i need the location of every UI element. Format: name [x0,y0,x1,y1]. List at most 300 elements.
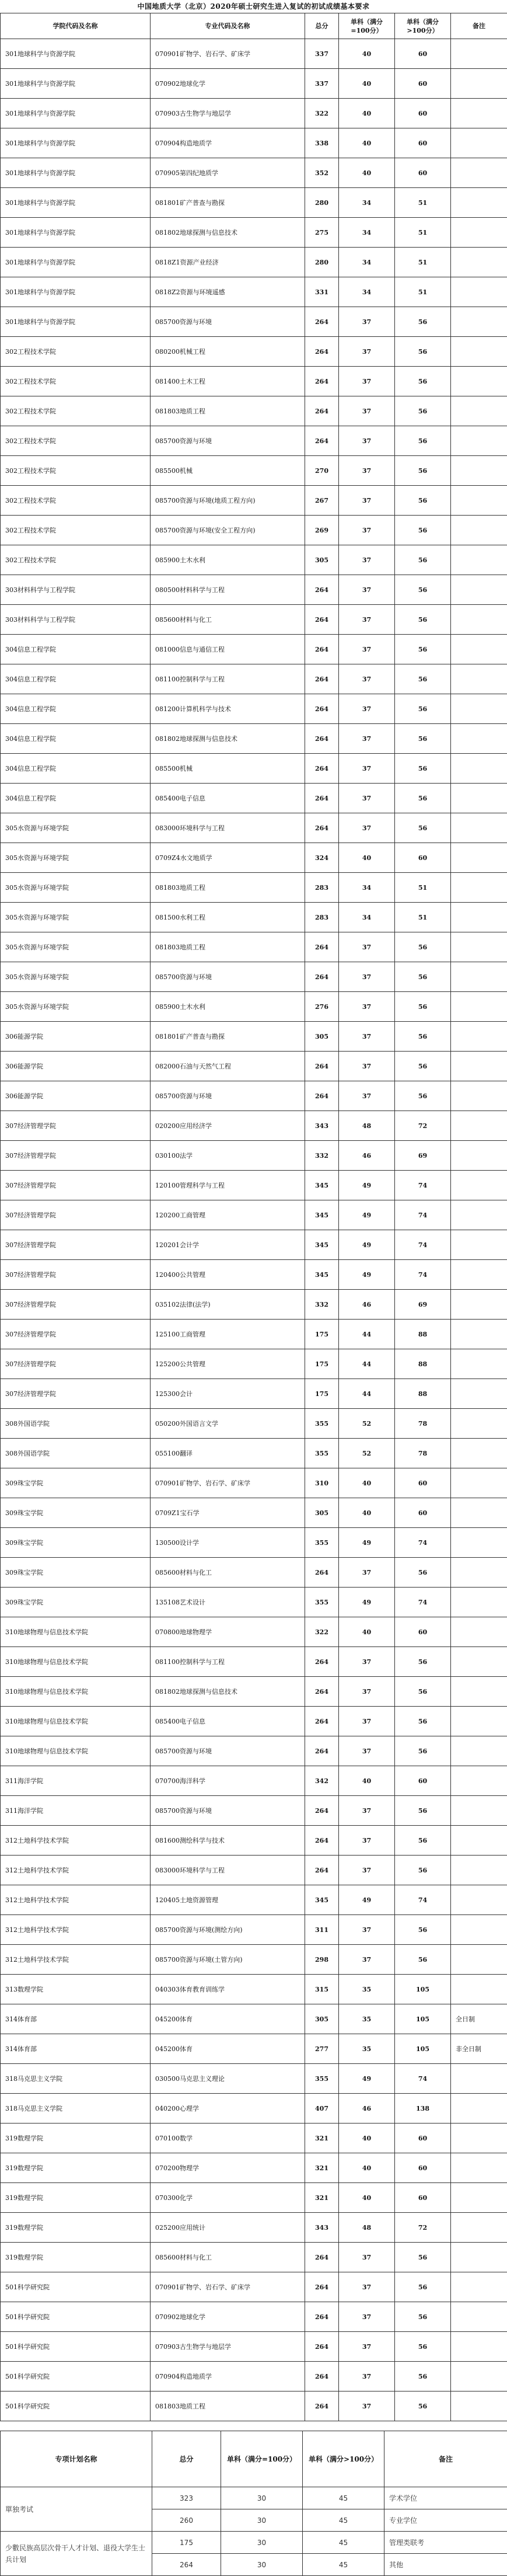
remark-cell [451,1647,507,1677]
remark-cell [451,1975,507,2004]
table-header-row [1,13,507,39]
special-table-body [1,2487,507,2576]
single-over100-cell: 74 [395,1528,451,1558]
remark-cell [451,605,507,635]
single-100-cell: 37 [339,1052,395,1081]
single-100-cell: 37 [339,486,395,516]
total-score-cell: 264 [305,635,339,664]
remark-cell [451,1558,507,1588]
single-100-cell: 34 [339,248,395,277]
single-100-cell: 37 [339,813,395,843]
college-cell: 307经济管理学院 [1,1349,151,1379]
total-score-cell: 332 [305,1141,339,1171]
score-table [0,13,507,2421]
remark-cell [451,1528,507,1558]
table-gap [0,2421,507,2431]
total-score-cell: 280 [305,248,339,277]
single-over100-cell: 56 [395,1677,451,1707]
single-100-cell: 37 [339,545,395,575]
table-row [1,69,507,99]
college-cell: 310地球物理与信息技术学院 [1,1707,151,1736]
table-row [1,158,507,188]
total-score-cell: 264 [305,1677,339,1707]
single-over100-cell: 56 [395,1052,451,1081]
single-over100-cell: 60 [395,2183,451,2213]
major-cell: 070901矿物学、岩石学、矿床学 [151,1468,305,1498]
single-over100-cell: 60 [395,39,451,69]
major-cell: 085700资源与环境(土管方向) [151,1945,305,1975]
special-remark-cell: 学术学位 [384,2487,507,2509]
table-row [1,1260,507,1290]
remark-cell [451,962,507,992]
special-header-single-over100: 单科（满分>100分） [303,2431,384,2487]
total-score-cell: 264 [305,575,339,605]
remark-cell [451,873,507,903]
table-row [1,1707,507,1736]
college-cell: 306能源学院 [1,1081,151,1111]
college-cell: 311海洋学院 [1,1766,151,1796]
table-row [1,1856,507,1885]
college-cell: 307经济管理学院 [1,1320,151,1349]
total-score-cell: 321 [305,2183,339,2213]
remark-cell [451,1707,507,1736]
single-over100-cell: 74 [395,2064,451,2094]
special-single-100-cell: 30 [221,2509,303,2532]
header-single-over100: 单科（满分>100分） [395,13,451,39]
single-over100-cell: 56 [395,754,451,784]
major-cell: 070904构造地质学 [151,2362,305,2391]
major-cell: 125100工商管理 [151,1320,305,1349]
college-cell: 305水资源与环境学院 [1,962,151,992]
single-100-cell: 49 [339,1260,395,1290]
major-cell: 0709Z4水文地质学 [151,843,305,873]
single-100-cell: 34 [339,873,395,903]
special-remark-cell: 其他 [384,2554,507,2576]
single-over100-cell: 56 [395,1945,451,1975]
major-cell: 085900土木水利 [151,992,305,1022]
remark-cell [451,932,507,962]
single-over100-cell: 60 [395,128,451,158]
college-cell: 312土地科学技术学院 [1,1885,151,1915]
total-score-cell: 337 [305,39,339,69]
single-100-cell: 37 [339,1945,395,1975]
remark-cell [451,1111,507,1141]
major-cell: 081100控制科学与工程 [151,1647,305,1677]
remark-cell [451,396,507,426]
college-cell: 310地球物理与信息技术学院 [1,1617,151,1647]
college-cell: 304信息工程学院 [1,694,151,724]
single-over100-cell: 56 [395,486,451,516]
single-over100-cell: 56 [395,2243,451,2272]
total-score-cell: 264 [305,605,339,635]
total-score-cell: 342 [305,1766,339,1796]
college-cell: 304信息工程学院 [1,724,151,754]
remark-cell [451,1856,507,1885]
remark-cell [451,2302,507,2332]
remark-cell [451,2213,507,2243]
total-score-cell: 264 [305,2243,339,2272]
total-score-cell: 264 [305,307,339,337]
table-row [1,873,507,903]
major-cell: 070100数学 [151,2124,305,2153]
single-100-cell: 37 [339,2391,395,2421]
remark-cell [451,2094,507,2124]
major-cell: 083000环境科学与工程 [151,813,305,843]
major-cell: 135108艺术设计 [151,1588,305,1617]
table-row [1,1766,507,1796]
single-over100-cell: 56 [395,307,451,337]
major-cell: 081803地质工程 [151,396,305,426]
table-row [1,1141,507,1171]
total-score-cell: 322 [305,1617,339,1647]
single-over100-cell: 56 [395,396,451,426]
total-score-cell: 324 [305,843,339,873]
college-cell: 501科学研究院 [1,2272,151,2302]
total-score-cell: 276 [305,992,339,1022]
major-cell: 081802地球探测与信息技术 [151,218,305,248]
single-100-cell: 37 [339,575,395,605]
remark-cell [451,1409,507,1439]
table-row [1,1885,507,1915]
table-row [1,1796,507,1826]
single-over100-cell: 56 [395,962,451,992]
single-100-cell: 37 [339,426,395,456]
special-total-cell: 323 [152,2487,221,2509]
total-score-cell: 321 [305,2153,339,2183]
major-cell: 070700海洋科学 [151,1766,305,1796]
single-over100-cell: 74 [395,1200,451,1230]
college-cell: 319数理学院 [1,2153,151,2183]
special-single-100-cell: 30 [221,2487,303,2509]
special-header-single-100: 单科（满分=100分） [221,2431,303,2487]
single-over100-cell: 51 [395,873,451,903]
special-header-name: 专项计划名称 [1,2431,152,2487]
major-cell: 120200工商管理 [151,1200,305,1230]
remark-cell [451,1320,507,1349]
single-100-cell: 37 [339,1856,395,1885]
single-100-cell: 40 [339,2153,395,2183]
major-cell: 082000石油与天然气工程 [151,1052,305,1081]
table-row [1,1349,507,1379]
single-100-cell: 40 [339,99,395,128]
table-row [1,694,507,724]
major-cell: 081400土木工程 [151,367,305,396]
total-score-cell: 332 [305,1290,339,1320]
single-100-cell: 37 [339,754,395,784]
table-row [1,1081,507,1111]
single-100-cell: 49 [339,2064,395,2094]
table-row [1,1052,507,1081]
total-score-cell: 264 [305,367,339,396]
special-total-cell: 264 [152,2554,221,2576]
single-100-cell: 40 [339,1766,395,1796]
single-100-cell: 46 [339,2094,395,2124]
total-score-cell: 322 [305,99,339,128]
college-cell: 307经济管理学院 [1,1230,151,1260]
college-cell: 309珠宝学院 [1,1558,151,1588]
single-over100-cell: 88 [395,1349,451,1379]
remark-cell [451,99,507,128]
single-over100-cell: 56 [395,784,451,813]
total-score-cell: 264 [305,1081,339,1111]
single-100-cell: 37 [339,962,395,992]
total-score-cell: 352 [305,158,339,188]
major-cell: 081803地质工程 [151,873,305,903]
college-cell: 308外国语学院 [1,1439,151,1468]
table-row [1,426,507,456]
major-cell: 070903古生物学与地层学 [151,99,305,128]
table-row [1,188,507,218]
single-over100-cell: 74 [395,1885,451,1915]
header-single-100: 单科（满分=100分） [339,13,395,39]
table-row [1,367,507,396]
total-score-cell: 175 [305,1349,339,1379]
remark-cell [451,248,507,277]
table-row [1,545,507,575]
major-cell: 085400电子信息 [151,784,305,813]
single-over100-cell: 56 [395,337,451,367]
major-cell: 085700资源与环境 [151,962,305,992]
major-cell: 085400电子信息 [151,1707,305,1736]
table-row [1,2153,507,2183]
single-100-cell: 37 [339,1736,395,1766]
college-cell: 305水资源与环境学院 [1,992,151,1022]
single-100-cell: 40 [339,1498,395,1528]
total-score-cell: 283 [305,873,339,903]
single-over100-cell: 56 [395,1081,451,1111]
major-cell: 040200心理学 [151,2094,305,2124]
major-cell: 085700资源与环境 [151,1736,305,1766]
single-over100-cell: 69 [395,1141,451,1171]
single-over100-cell: 78 [395,1409,451,1439]
table-row [1,1290,507,1320]
remark-cell [451,1379,507,1409]
table-row [1,2243,507,2272]
single-over100-cell: 74 [395,1171,451,1200]
remark-cell [451,2124,507,2153]
single-over100-cell: 74 [395,1588,451,1617]
college-cell: 310地球物理与信息技术学院 [1,1736,151,1766]
major-cell: 030500马克思主义理论 [151,2064,305,2094]
major-cell: 0818Z1资源产业经济 [151,248,305,277]
single-100-cell: 35 [339,1975,395,2004]
total-score-cell: 321 [305,2124,339,2153]
single-100-cell: 46 [339,1290,395,1320]
total-score-cell: 283 [305,903,339,932]
single-100-cell: 34 [339,218,395,248]
major-cell: 030100法学 [151,1141,305,1171]
college-cell: 307经济管理学院 [1,1290,151,1320]
total-score-cell: 310 [305,1468,339,1498]
table-row [1,456,507,486]
major-cell: 070200物理学 [151,2153,305,2183]
major-cell: 070902地球化学 [151,2302,305,2332]
major-cell: 120100管理科学与工程 [151,1171,305,1200]
single-over100-cell: 74 [395,1230,451,1260]
page-title: 中国地质大学（北京）2020年硕士研究生进入复试的初试成绩基本要求 [0,0,507,13]
college-cell: 501科学研究院 [1,2302,151,2332]
single-100-cell: 52 [339,1409,395,1439]
major-cell: 083000环境科学与工程 [151,1856,305,1885]
college-cell: 312土地科学技术学院 [1,1915,151,1945]
table-row [1,1677,507,1707]
college-cell: 302工程技术学院 [1,367,151,396]
remark-cell [451,1349,507,1379]
special-single-100-cell: 30 [221,2554,303,2576]
college-cell: 312土地科学技术学院 [1,1826,151,1856]
single-100-cell: 37 [339,784,395,813]
table-row [1,337,507,367]
college-cell: 314体育部 [1,2004,151,2034]
remark-cell [451,2332,507,2362]
college-cell: 501科学研究院 [1,2332,151,2362]
table-row [1,992,507,1022]
remark-cell: 全日制 [451,2004,507,2034]
header-total: 总分 [305,13,339,39]
single-over100-cell: 60 [395,1766,451,1796]
total-score-cell: 264 [305,1558,339,1588]
remark-cell [451,367,507,396]
special-plan-name-cell: 單独考试 [1,2487,152,2532]
single-over100-cell: 56 [395,635,451,664]
single-over100-cell: 60 [395,1498,451,1528]
special-total-cell: 175 [152,2532,221,2554]
college-cell: 307经济管理学院 [1,1260,151,1290]
single-100-cell: 35 [339,2004,395,2034]
total-score-cell: 305 [305,1022,339,1052]
total-score-cell: 343 [305,1111,339,1141]
major-cell: 070800地球物理学 [151,1617,305,1647]
remark-cell [451,2153,507,2183]
total-score-cell: 264 [305,932,339,962]
college-cell: 311海洋学院 [1,1796,151,1826]
single-100-cell: 37 [339,1915,395,1945]
table-row [1,1409,507,1439]
major-cell: 130500设计学 [151,1528,305,1558]
total-score-cell: 264 [305,1052,339,1081]
remark-cell [451,1915,507,1945]
single-100-cell: 37 [339,1558,395,1588]
total-score-cell: 264 [305,2332,339,2362]
remark-cell [451,664,507,694]
college-cell: 309珠宝学院 [1,1528,151,1558]
table-row [1,486,507,516]
total-score-cell: 305 [305,1498,339,1528]
single-over100-cell: 56 [395,456,451,486]
table-row [1,1111,507,1141]
single-over100-cell: 105 [395,2034,451,2064]
special-single-over100-cell: 45 [303,2532,384,2554]
table-row [1,784,507,813]
single-over100-cell: 88 [395,1379,451,1409]
major-cell: 081803地质工程 [151,2391,305,2421]
college-cell: 301地球科学与资源学院 [1,277,151,307]
special-header-row [1,2431,507,2487]
remark-cell [451,1826,507,1856]
total-score-cell: 267 [305,486,339,516]
single-100-cell: 44 [339,1379,395,1409]
total-score-cell: 345 [305,1260,339,1290]
total-score-cell: 264 [305,396,339,426]
table-row [1,39,507,69]
single-over100-cell: 60 [395,843,451,873]
total-score-cell: 175 [305,1320,339,1349]
single-over100-cell: 60 [395,158,451,188]
remark-cell [451,694,507,724]
major-cell: 070903古生物学与地层学 [151,2332,305,2362]
college-cell: 312土地科学技术学院 [1,1945,151,1975]
total-score-cell: 264 [305,1647,339,1677]
remark-cell [451,2243,507,2272]
college-cell: 301地球科学与资源学院 [1,69,151,99]
college-cell: 302工程技术学院 [1,516,151,545]
major-cell: 081802地球探测与信息技术 [151,1677,305,1707]
major-cell: 125300会计 [151,1379,305,1409]
major-cell: 085600材料与化工 [151,1558,305,1588]
single-100-cell: 37 [339,2243,395,2272]
remark-cell [451,277,507,307]
total-score-cell: 264 [305,962,339,992]
major-cell: 081802地球探测与信息技术 [151,724,305,754]
remark-cell [451,1766,507,1796]
college-cell: 305水资源与环境学院 [1,932,151,962]
total-score-cell: 175 [305,1379,339,1409]
single-over100-cell: 56 [395,516,451,545]
single-100-cell: 40 [339,69,395,99]
remark-cell [451,1796,507,1826]
college-cell: 309珠宝学院 [1,1498,151,1528]
college-cell: 307经济管理学院 [1,1171,151,1200]
special-plan-table [0,2431,507,2576]
single-over100-cell: 56 [395,724,451,754]
total-score-cell: 345 [305,1885,339,1915]
table-row [1,903,507,932]
single-100-cell: 37 [339,307,395,337]
single-over100-cell: 60 [395,2124,451,2153]
major-cell: 0709Z1宝石学 [151,1498,305,1528]
single-over100-cell: 56 [395,2391,451,2421]
remark-cell [451,813,507,843]
college-cell: 318马克思主义学院 [1,2094,151,2124]
table-row [1,516,507,545]
total-score-cell: 264 [305,1826,339,1856]
college-cell: 301地球科学与资源学院 [1,39,151,69]
single-100-cell: 34 [339,903,395,932]
single-over100-cell: 60 [395,1617,451,1647]
table-row [1,1171,507,1200]
single-100-cell: 40 [339,158,395,188]
major-cell: 050200外国语言文学 [151,1409,305,1439]
single-100-cell: 48 [339,1111,395,1141]
remark-cell [451,1677,507,1707]
single-over100-cell: 51 [395,277,451,307]
table-body [1,39,507,2421]
special-plan-name-cell: 少數民族高层次骨干人才计划、退役大学生士兵计划 [1,2532,152,2576]
major-cell: 081803地质工程 [151,932,305,962]
remark-cell [451,575,507,605]
total-score-cell: 305 [305,2004,339,2034]
major-cell: 085600材料与化工 [151,605,305,635]
single-over100-cell: 105 [395,2004,451,2034]
remark-cell [451,2362,507,2391]
special-single-over100-cell: 45 [303,2509,384,2532]
total-score-cell: 280 [305,188,339,218]
major-cell: 070904构造地质学 [151,128,305,158]
total-score-cell: 264 [305,2302,339,2332]
college-cell: 310地球物理与信息技术学院 [1,1647,151,1677]
remark-cell [451,39,507,69]
single-100-cell: 52 [339,1439,395,1468]
